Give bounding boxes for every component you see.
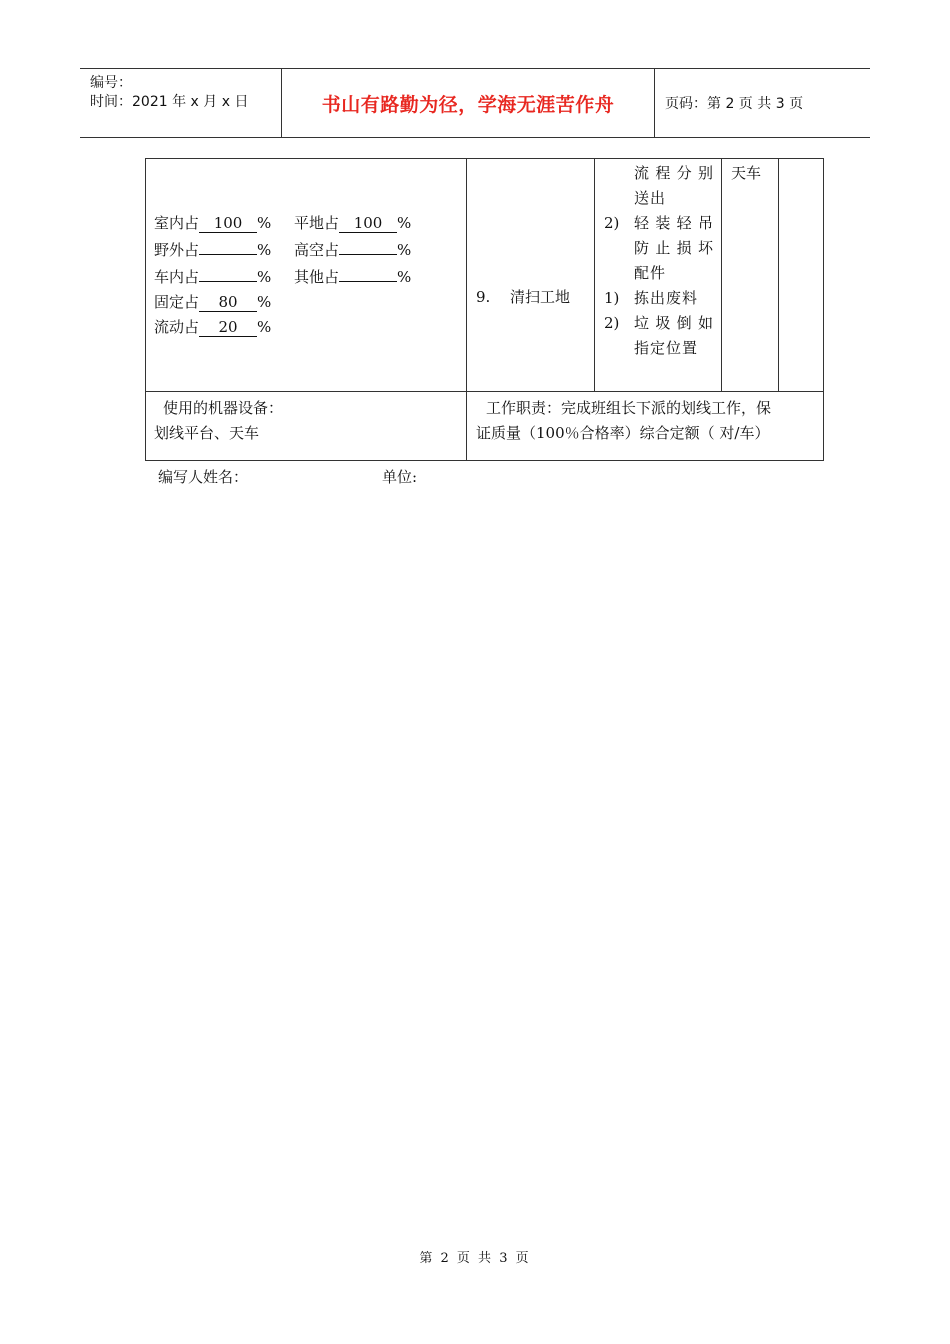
divider (594, 159, 595, 392)
ratio-value: 20 (199, 318, 257, 337)
procedure-num: 2) (604, 214, 620, 232)
header-left-cell (80, 69, 281, 137)
job-table (145, 158, 824, 461)
procedure-num (604, 336, 634, 361)
ratio-label: 其他占 (294, 268, 340, 286)
procedure-num (604, 161, 634, 186)
ratio-value (339, 263, 397, 282)
ratio-label: 平地占 (294, 214, 340, 232)
environment-ratios (154, 211, 434, 340)
procedure-num (604, 236, 634, 261)
signature-line (158, 466, 418, 487)
ratio-value: 100 (199, 214, 257, 233)
divider (466, 159, 467, 460)
percent-sign: % (397, 241, 412, 259)
percent-sign: % (257, 268, 272, 286)
equipment-items: 划线平台、天车 (154, 424, 260, 442)
divider (146, 391, 823, 392)
ratio-height (294, 236, 434, 263)
page-info: 页码：第 2 页 共 3 页 (665, 96, 804, 112)
duty-cell (476, 396, 820, 446)
ratio-outdoor (154, 236, 294, 263)
procedure-line (604, 261, 714, 286)
divider (721, 159, 722, 392)
page-footer: 第 2 页 共 3 页 (419, 1251, 531, 1266)
procedure-text: 配件 (634, 264, 667, 282)
ratio-label: 固定占 (154, 293, 200, 311)
procedure-num (604, 186, 634, 211)
procedure-num: 2) (604, 314, 620, 332)
equipment-title: 使用的机器设备： (163, 399, 284, 417)
ratio-label: 车内占 (154, 268, 200, 286)
ratio-value (199, 263, 257, 282)
ratio-flat (294, 211, 434, 236)
motto: 书山有路勤为径，学海无涯苦作舟 (281, 69, 655, 137)
procedure-line (604, 311, 714, 336)
procedure-text: 轻装轻吊 (634, 214, 714, 232)
procedure-line (604, 186, 714, 211)
ratio-value: 100 (339, 214, 397, 233)
percent-sign: % (257, 318, 272, 336)
procedure-text: 防止损坏 (634, 239, 714, 257)
procedure-text: 流程分别 (634, 164, 714, 182)
percent-sign: % (257, 293, 272, 311)
procedure-text: 垃圾倒如 (634, 314, 714, 332)
ratio-value: 80 (199, 293, 257, 312)
procedure-text: 指定位置 (634, 339, 699, 357)
ratio-value (339, 236, 397, 255)
procedure-text: 拣出废料 (634, 289, 699, 307)
ratio-label: 流动占 (154, 318, 200, 336)
percent-sign: % (257, 214, 272, 232)
author-label: 编写人姓名： (158, 468, 249, 486)
ratio-fixed (154, 290, 294, 315)
procedure-line (604, 336, 714, 361)
ratio-mobile (154, 315, 294, 340)
date-label: 时间：2021 年 x 月 x 日 (90, 94, 249, 110)
step-number: 9. (476, 288, 491, 306)
procedure-line (604, 211, 714, 236)
duty-line-1: 工作职责：完成班组长下派的划线工作，保 (486, 399, 772, 417)
percent-sign: % (397, 214, 412, 232)
procedure-num (604, 261, 634, 286)
ratio-other (294, 263, 434, 290)
duty-line-2: 证质量（100％合格率）综合定额（ 对/车） (476, 424, 770, 442)
page-header (80, 68, 870, 138)
unit-label: 单位: (382, 468, 418, 486)
ratio-in-vehicle (154, 263, 294, 290)
tool-cell: 天车 (731, 164, 762, 182)
procedure-list (604, 161, 714, 361)
procedure-num: 1) (604, 289, 620, 307)
ratio-label: 高空占 (294, 241, 340, 259)
procedure-text: 送出 (634, 189, 667, 207)
ratio-indoor (154, 211, 294, 236)
percent-sign: % (397, 268, 412, 286)
percent-sign: % (257, 241, 272, 259)
ratio-label: 野外占 (154, 241, 200, 259)
divider (778, 159, 779, 392)
code-label: 编号： (90, 75, 132, 91)
procedure-line (604, 286, 714, 311)
equipment-cell (154, 396, 283, 446)
procedure-line (604, 161, 714, 186)
work-step (476, 286, 570, 307)
step-name: 清扫工地 (510, 288, 571, 306)
procedure-line (604, 236, 714, 261)
ratio-value (199, 236, 257, 255)
ratio-label: 室内占 (154, 214, 200, 232)
